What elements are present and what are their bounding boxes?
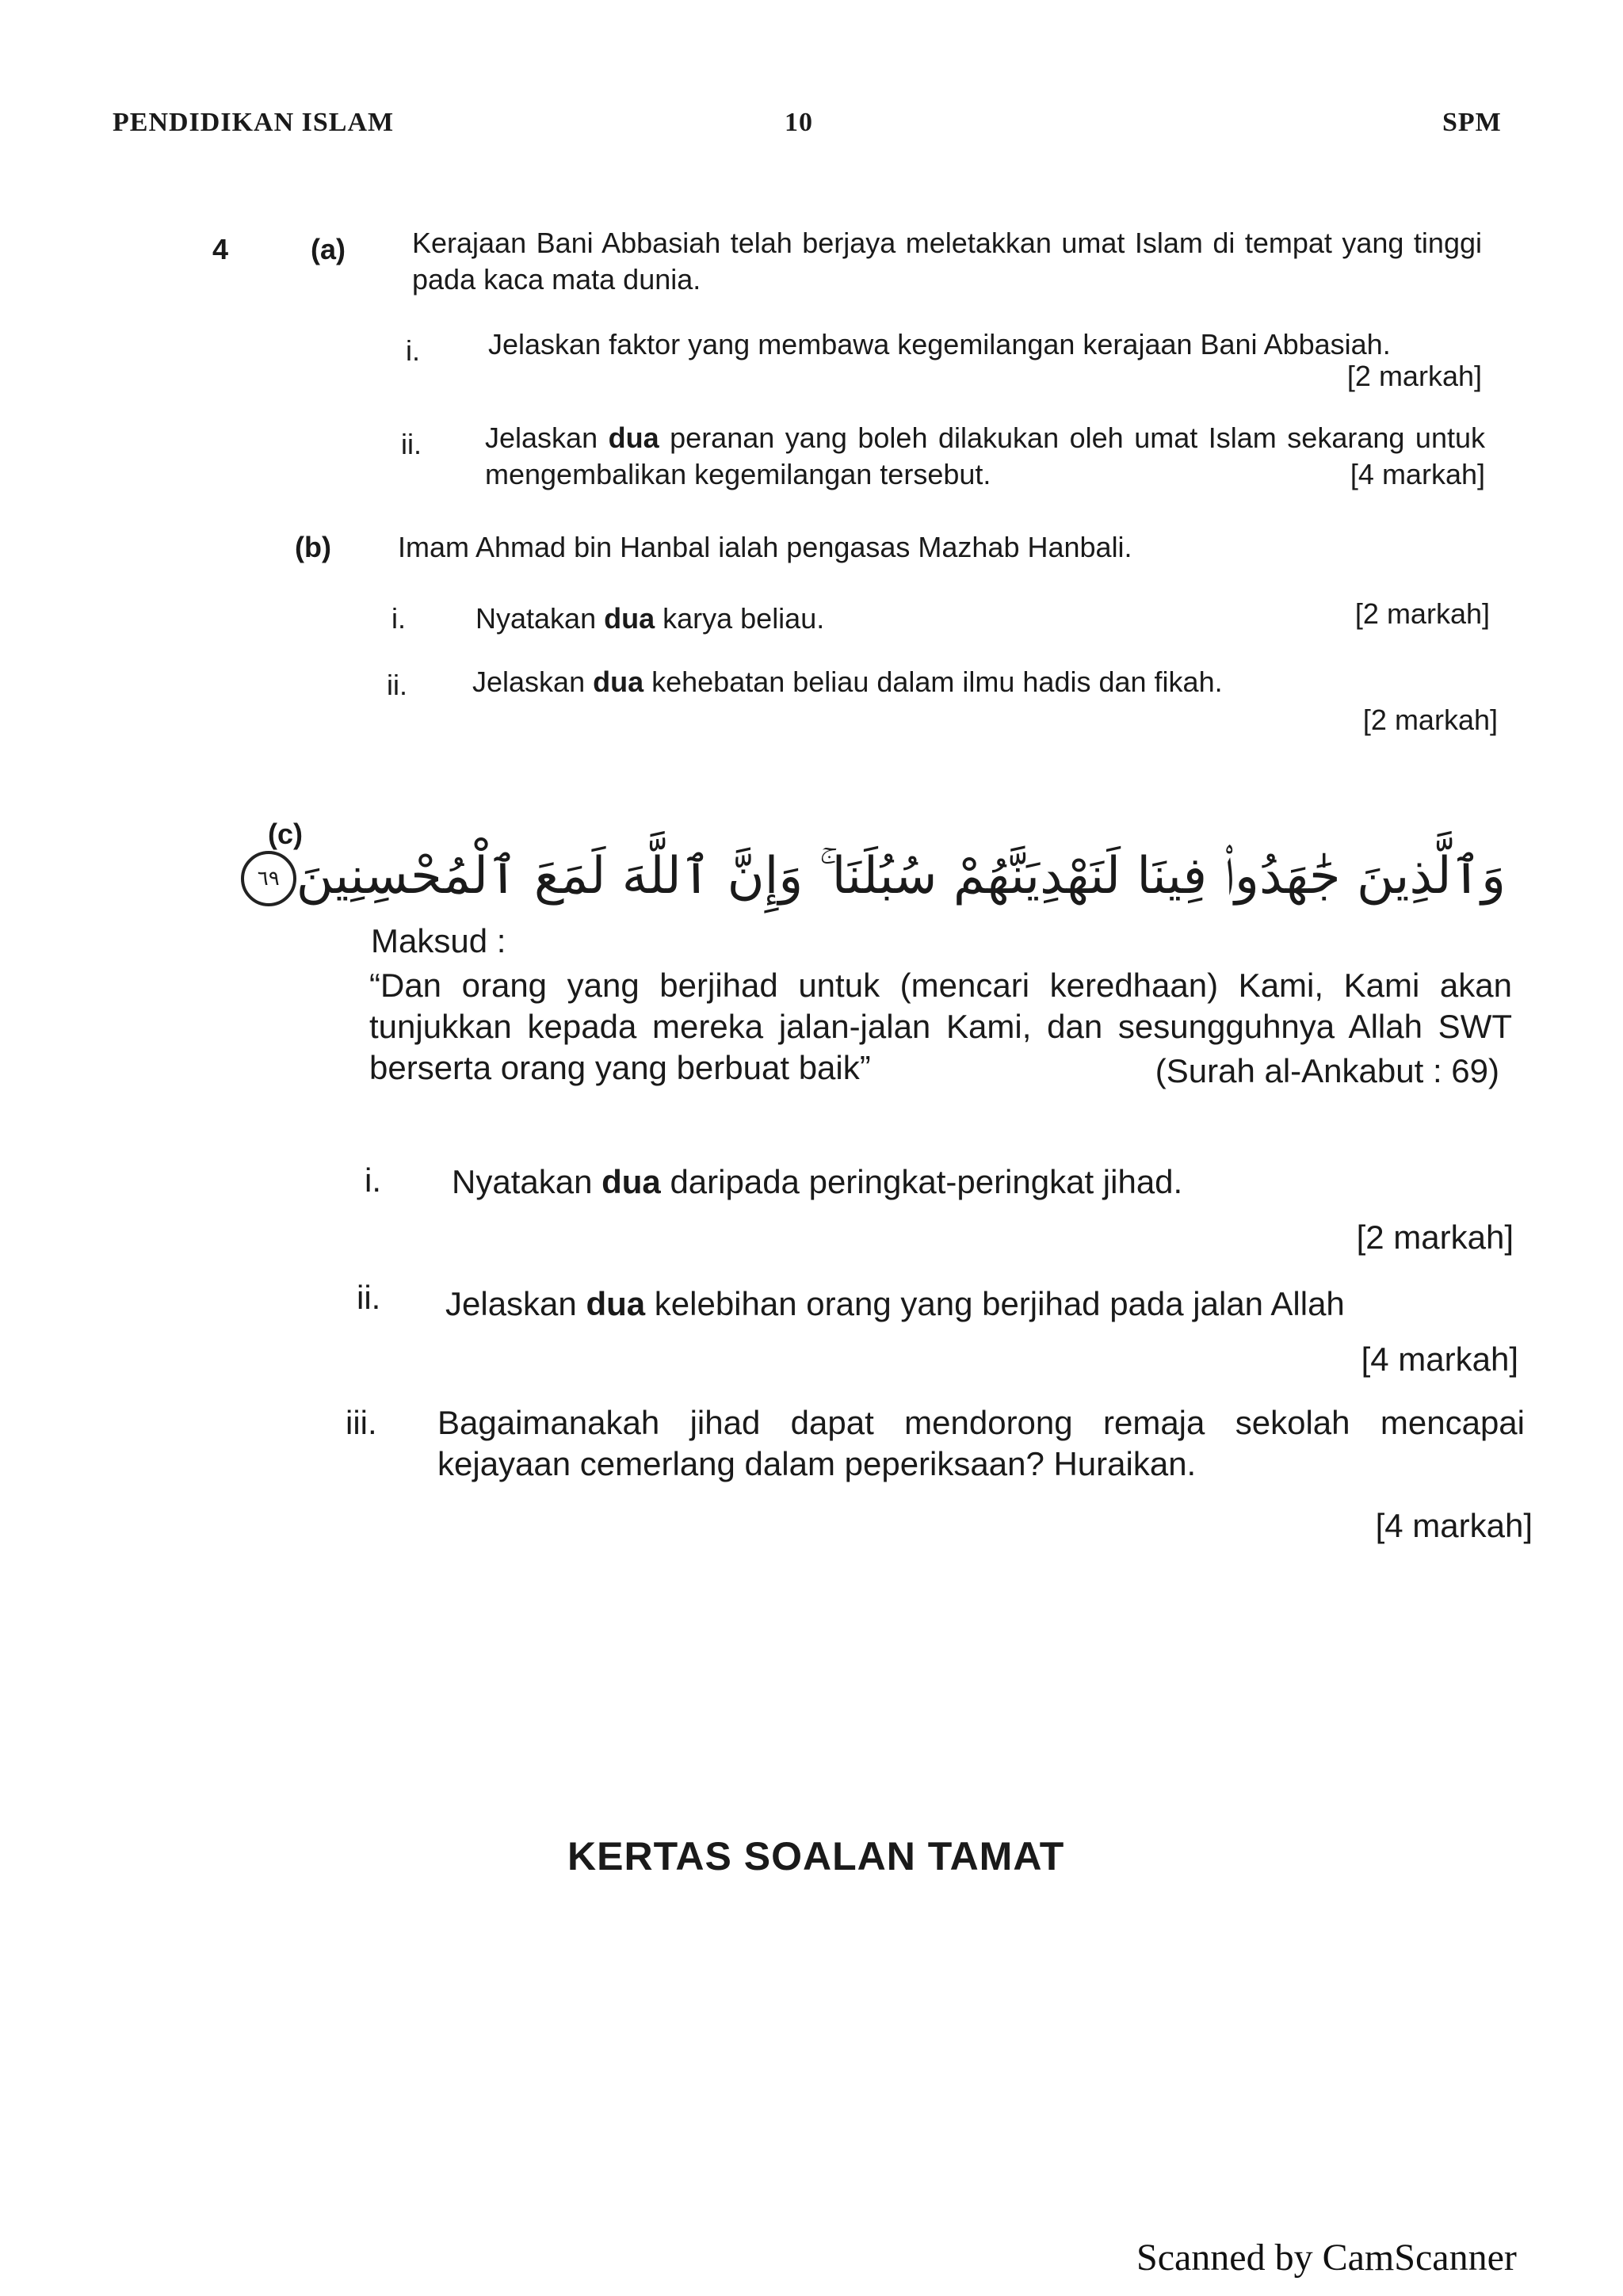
part-a-ii-text: Jelaskan dua peranan yang boleh dilakukan oleh umat Islam sekarang untuk mengembalikan kegemilangan tersebut. (485, 421, 1485, 490)
part-b-ii-marks: [2 markah] (1362, 704, 1498, 736)
ayah-number-mark: ٦٩ (241, 851, 296, 906)
verse-meaning: “Dan orang yang berjihad untuk (mencari keredhaan) Kami, Kami akan tunjukkan kepada mereka jalan-jalan Kami, dan sesungguhnya Allah SWT berserta orang yang berbuat baik” (369, 967, 1512, 1086)
part-c-label: (c) (268, 818, 303, 850)
part-a-ii-marks: [4 markah] (1350, 458, 1485, 490)
part-c-ii-text: Jelaskan dua kelebihan orang yang berjihad pada jalan Allah (445, 1285, 1345, 1322)
header-subject: PENDIDIKAN ISLAM (113, 108, 395, 137)
part-b-ii-text: Jelaskan dua kehebatan beliau dalam ilmu hadis dan fikah. (472, 666, 1223, 698)
header-page-number: 10 (785, 108, 813, 137)
part-a-stem: Kerajaan Bani Abbasiah telah berjaya meletakkan umat Islam di tempat yang tinggi pada kaca mata dunia. (412, 227, 1482, 296)
part-b-label: (b) (295, 531, 331, 563)
part-b-ii-roman: ii. (387, 669, 407, 701)
question-number: 4 (212, 233, 229, 265)
part-c-i-text: Nyatakan dua daripada peringkat-peringkat jihad. (452, 1163, 1183, 1200)
verse-reference: (Surah al-Ankabut : 69) (1155, 1052, 1499, 1089)
scanner-watermark: Scanned by CamScanner (1136, 2237, 1517, 2279)
part-a-i-roman: i. (406, 334, 420, 367)
meaning-label: Maksud : (371, 922, 506, 959)
header-exam: SPM (1442, 108, 1502, 137)
quran-verse: وَٱلَّذِينَ جَٰهَدُوا۟ فِينَا لَنَهْدِيَنَّهُمْ سُبُلَنَا ۚ وَإِنَّ ٱللَّهَ لَمَعَ ٱلْمُحْسِنِينَ٦٩ (475, 845, 1506, 908)
part-b-i-marks: [2 markah] (1354, 597, 1490, 630)
part-a-i-marks: [2 markah] (1346, 360, 1482, 392)
part-b-i-text: Nyatakan dua karya beliau. (475, 602, 825, 635)
part-a-i-text: Jelaskan faktor yang membawa kegemilangan kerajaan Bani Abbasiah. (488, 328, 1391, 360)
part-c-ii-marks: [4 markah] (1361, 1341, 1518, 1378)
part-c-iii-marks: [4 markah] (1375, 1507, 1533, 1544)
part-c-iii-roman: iii. (346, 1404, 377, 1441)
part-c-i-roman: i. (365, 1161, 381, 1199)
part-b-stem: Imam Ahmad bin Hanbal ialah pengasas Mazhab Hanbali. (398, 531, 1132, 563)
part-c-ii-roman: ii. (357, 1279, 381, 1316)
part-a-ii-roman: ii. (401, 428, 422, 460)
part-b-i-roman: i. (391, 602, 406, 635)
end-of-paper-title: KERTAS SOALAN TAMAT (567, 1834, 1065, 1878)
part-c-i-marks: [2 markah] (1356, 1219, 1514, 1256)
part-a-label: (a) (311, 233, 346, 265)
part-c-iii-text: Bagaimanakah jihad dapat mendorong remaja sekolah mencapai kejayaan cemerlang dalam peperiksaan? Huraikan. (437, 1404, 1525, 1482)
